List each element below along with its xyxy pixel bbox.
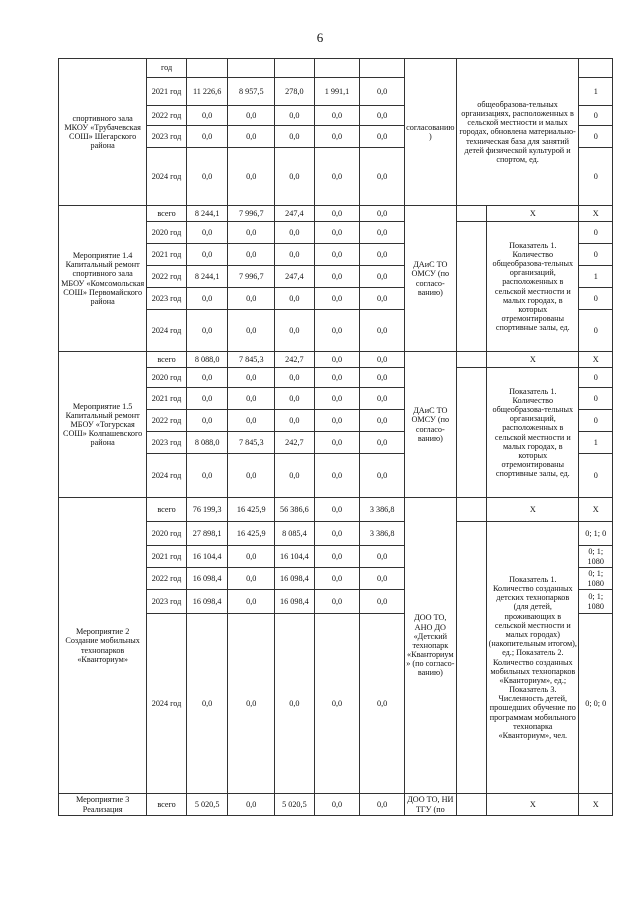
- amount-extrabudget: 0,0: [360, 432, 405, 454]
- amount-regional: 16 098,4: [275, 568, 315, 590]
- amount-extrabudget: 0,0: [360, 206, 405, 222]
- amount-local: 0,0: [314, 568, 360, 590]
- indicator-value: X: [579, 498, 613, 522]
- indicator-total: X: [487, 352, 579, 368]
- indicator-value: 1: [579, 78, 613, 106]
- indicator-value: 0; 1; 0: [579, 522, 613, 546]
- amount-regional: 0,0: [275, 454, 315, 498]
- amount-total: 0,0: [186, 310, 228, 352]
- amount-federal: [228, 59, 275, 78]
- year-cell: 2022 год: [147, 106, 187, 126]
- amount-federal: 16 425,9: [228, 522, 275, 546]
- table-row: [59, 498, 613, 522]
- year-cell: год: [147, 59, 187, 78]
- amount-federal: 0,0: [228, 410, 275, 432]
- amount-regional: 0,0: [275, 106, 315, 126]
- executor: ДАиС ТО ОМСУ (по согласо-ванию): [404, 352, 456, 498]
- table-row: [59, 794, 613, 816]
- year-cell: всего: [147, 498, 187, 522]
- amount-extrabudget: 3 386,8: [360, 498, 405, 522]
- amount-federal: 0,0: [228, 614, 275, 794]
- amount-local: 0,0: [314, 106, 360, 126]
- amount-total: 0,0: [186, 410, 228, 432]
- amount-total: 11 226,6: [186, 78, 228, 106]
- year-cell: всего: [147, 352, 187, 368]
- amount-total: 0,0: [186, 368, 228, 388]
- amount-extrabudget: 3 386,8: [360, 522, 405, 546]
- amount-total: 76 199,3: [186, 498, 228, 522]
- amount-regional: 247,4: [275, 266, 315, 288]
- amount-regional: 16 104,4: [275, 546, 315, 568]
- amount-local: 0,0: [314, 148, 360, 206]
- year-cell: 2024 год: [147, 614, 187, 794]
- indicator-value: X: [579, 352, 613, 368]
- amount-total: 27 898,1: [186, 522, 228, 546]
- amount-extrabudget: 0,0: [360, 614, 405, 794]
- amount-extrabudget: 0,0: [360, 546, 405, 568]
- amount-local: 0,0: [314, 222, 360, 244]
- indicator-value: 0: [579, 126, 613, 148]
- year-cell: 2021 год: [147, 244, 187, 266]
- indicator-value: [579, 59, 613, 78]
- activity-name: Мероприятие 3 Реализация: [59, 794, 147, 816]
- amount-total: 0,0: [186, 388, 228, 410]
- year-cell: 2021 год: [147, 78, 187, 106]
- indicator-value: 0; 0; 0: [579, 614, 613, 794]
- indicator: X: [487, 794, 579, 816]
- amount-local: 0,0: [314, 206, 360, 222]
- indicator-value: 0: [579, 244, 613, 266]
- amount-extrabudget: 0,0: [360, 222, 405, 244]
- indicator-value: 0: [579, 410, 613, 432]
- amount-regional: 242,7: [275, 432, 315, 454]
- amount-federal: 0,0: [228, 590, 275, 614]
- indicator-value: 1: [579, 266, 613, 288]
- amount-federal: 0,0: [228, 244, 275, 266]
- amount-federal: 0,0: [228, 222, 275, 244]
- amount-local: 0,0: [314, 368, 360, 388]
- amount-regional: 16 098,4: [275, 590, 315, 614]
- amount-federal: 0,0: [228, 126, 275, 148]
- indicator: Показатель 1. Количество общеобразова-тельных организаций, расположенных в сельской местности и малых городах, в которых отремонтированы спортивные залы, ед.: [487, 368, 579, 498]
- amount-federal: 7 996,7: [228, 266, 275, 288]
- budget-table: [58, 58, 613, 816]
- indicator-spacer: [456, 794, 486, 816]
- amount-federal: 7 845,3: [228, 352, 275, 368]
- year-cell: 2023 год: [147, 432, 187, 454]
- amount-extrabudget: 0,0: [360, 590, 405, 614]
- amount-total: 16 098,4: [186, 568, 228, 590]
- indicator-total: X: [487, 498, 579, 522]
- amount-federal: 7 996,7: [228, 206, 275, 222]
- amount-extrabudget: 0,0: [360, 794, 405, 816]
- amount-regional: 0,0: [275, 310, 315, 352]
- amount-extrabudget: 0,0: [360, 244, 405, 266]
- amount-regional: 56 386,6: [275, 498, 315, 522]
- indicator-value: 0: [579, 368, 613, 388]
- executor: ДОО ТО, НИ ТГУ (по: [404, 794, 456, 816]
- amount-extrabudget: 0,0: [360, 410, 405, 432]
- amount-federal: 0,0: [228, 106, 275, 126]
- amount-total: 0,0: [186, 288, 228, 310]
- year-cell: 2024 год: [147, 310, 187, 352]
- amount-total: 8 244,1: [186, 206, 228, 222]
- amount-local: 0,0: [314, 288, 360, 310]
- executor: согласованию): [404, 59, 456, 206]
- indicator-value: 1: [579, 432, 613, 454]
- amount-regional: 0,0: [275, 222, 315, 244]
- amount-local: 0,0: [314, 352, 360, 368]
- amount-total: 0,0: [186, 126, 228, 148]
- amount-local: 0,0: [314, 126, 360, 148]
- amount-total: 0,0: [186, 614, 228, 794]
- amount-local: 0,0: [314, 310, 360, 352]
- indicator-value: X: [579, 206, 613, 222]
- year-cell: 2023 год: [147, 126, 187, 148]
- amount-regional: 0,0: [275, 126, 315, 148]
- amount-regional: 242,7: [275, 352, 315, 368]
- amount-extrabudget: 0,0: [360, 310, 405, 352]
- amount-local: 0,0: [314, 410, 360, 432]
- indicator-spacer: [456, 368, 486, 498]
- amount-federal: 0,0: [228, 148, 275, 206]
- indicator-value: 0: [579, 310, 613, 352]
- executor: ДАиС ТО ОМСУ (по согласо-ванию): [404, 206, 456, 352]
- amount-total: 16 098,4: [186, 590, 228, 614]
- amount-local: 0,0: [314, 454, 360, 498]
- year-cell: 2020 год: [147, 522, 187, 546]
- amount-total: [186, 59, 228, 78]
- amount-extrabudget: 0,0: [360, 106, 405, 126]
- amount-total: 0,0: [186, 222, 228, 244]
- amount-total: 8 244,1: [186, 266, 228, 288]
- activity-name: Мероприятие 1.4 Капитальный ремонт спортивного зала МБОУ «Комсомольская СОШ» Первомайского района: [59, 206, 147, 352]
- amount-local: 0,0: [314, 244, 360, 266]
- amount-extrabudget: 0,0: [360, 388, 405, 410]
- table-row: [59, 206, 613, 222]
- amount-regional: [275, 59, 315, 78]
- indicator: Показатель 1. Количество общеобразова-тельных организаций, расположенных в сельской местности и малых городах, в которых отремонтированы спортивные залы, ед.: [487, 222, 579, 352]
- amount-local: 1 991,1: [314, 78, 360, 106]
- indicator-value: 0: [579, 454, 613, 498]
- amount-regional: 0,0: [275, 368, 315, 388]
- year-cell: 2020 год: [147, 222, 187, 244]
- amount-regional: 0,0: [275, 410, 315, 432]
- amount-extrabudget: 0,0: [360, 266, 405, 288]
- amount-federal: 8 957,5: [228, 78, 275, 106]
- amount-federal: 0,0: [228, 568, 275, 590]
- amount-federal: 0,0: [228, 546, 275, 568]
- amount-regional: 8 085,4: [275, 522, 315, 546]
- indicator-spacer: [456, 498, 486, 522]
- amount-federal: 7 845,3: [228, 432, 275, 454]
- amount-extrabudget: 0,0: [360, 126, 405, 148]
- amount-local: 0,0: [314, 546, 360, 568]
- year-cell: 2021 год: [147, 388, 187, 410]
- year-cell: всего: [147, 794, 187, 816]
- amount-federal: 0,0: [228, 454, 275, 498]
- amount-federal: 0,0: [228, 388, 275, 410]
- year-cell: 2024 год: [147, 148, 187, 206]
- amount-extrabudget: 0,0: [360, 148, 405, 206]
- amount-extrabudget: 0,0: [360, 454, 405, 498]
- amount-federal: 0,0: [228, 794, 275, 816]
- amount-local: 0,0: [314, 388, 360, 410]
- indicator-spacer: [456, 206, 486, 222]
- amount-regional: 0,0: [275, 244, 315, 266]
- amount-federal: 0,0: [228, 310, 275, 352]
- executor: ДОО ТО, АНО ДО «Детский технопарк «Кванториум» (по согласо-ванию): [404, 498, 456, 794]
- indicator-value: 0: [579, 148, 613, 206]
- indicator: общеобразова-тельных организациях, расположенных в сельской местности и малых городах, обновлена материально-техническая база для занятий детей физической культурой и спортом, ед.: [456, 59, 579, 206]
- amount-local: 0,0: [314, 794, 360, 816]
- amount-extrabudget: 0,0: [360, 568, 405, 590]
- amount-regional: 0,0: [275, 614, 315, 794]
- year-cell: 2022 год: [147, 410, 187, 432]
- amount-local: 0,0: [314, 522, 360, 546]
- year-cell: 2023 год: [147, 590, 187, 614]
- amount-regional: 0,0: [275, 288, 315, 310]
- indicator-value: 0: [579, 388, 613, 410]
- page-number: 6: [316, 30, 324, 45]
- amount-regional: 0,0: [275, 388, 315, 410]
- year-cell: 2024 год: [147, 454, 187, 498]
- indicator-total: X: [487, 206, 579, 222]
- year-cell: 2022 год: [147, 568, 187, 590]
- amount-extrabudget: 0,0: [360, 352, 405, 368]
- indicator-value: 0; 1; 1080: [579, 546, 613, 568]
- indicator-spacer: [456, 352, 486, 368]
- amount-regional: 278,0: [275, 78, 315, 106]
- amount-local: 0,0: [314, 498, 360, 522]
- indicator-value: 0; 1; 1080: [579, 568, 613, 590]
- amount-local: 0,0: [314, 614, 360, 794]
- amount-total: 16 104,4: [186, 546, 228, 568]
- activity-name: Мероприятие 1.5 Капитальный ремонт МБОУ «Тогурская СОШ» Колпашевского района: [59, 352, 147, 498]
- amount-total: 0,0: [186, 106, 228, 126]
- year-cell: всего: [147, 206, 187, 222]
- amount-extrabudget: 0,0: [360, 368, 405, 388]
- indicator-value: X: [579, 794, 613, 816]
- amount-regional: 247,4: [275, 206, 315, 222]
- amount-total: 8 088,0: [186, 432, 228, 454]
- indicator-spacer: [456, 222, 486, 352]
- table-row: [59, 59, 613, 78]
- indicator: Показатель 1. Количество созданных детских технопарков (для детей, проживающих в сельской местности и малых городах) (накопительным итогом), ед.; Показатель 2. Количество созданных мобильных технопарков «Кванториум», ед.; Показатель 3. Численность детей, прошедших обучение по программам мобильного технопарка «Кванториум», чел.: [487, 522, 579, 794]
- amount-total: 0,0: [186, 244, 228, 266]
- indicator-value: 0: [579, 106, 613, 126]
- amount-local: 0,0: [314, 432, 360, 454]
- year-cell: 2023 год: [147, 288, 187, 310]
- amount-regional: 0,0: [275, 148, 315, 206]
- amount-local: 0,0: [314, 266, 360, 288]
- activity-name: спортивного зала МКОУ «Трубачевская СОШ» Шегарского района: [59, 59, 147, 206]
- amount-federal: 16 425,9: [228, 498, 275, 522]
- amount-extrabudget: [360, 59, 405, 78]
- activity-name: Мероприятие 2 Создание мобильных технопарков «Кванториум»: [59, 498, 147, 794]
- year-cell: 2022 год: [147, 266, 187, 288]
- amount-extrabudget: 0,0: [360, 78, 405, 106]
- year-cell: 2021 год: [147, 546, 187, 568]
- amount-local: [314, 59, 360, 78]
- amount-local: 0,0: [314, 590, 360, 614]
- amount-total: 5 020,5: [186, 794, 228, 816]
- amount-regional: 5 020,5: [275, 794, 315, 816]
- indicator-value: 0; 1; 1080: [579, 590, 613, 614]
- indicator-value: 0: [579, 288, 613, 310]
- amount-federal: 0,0: [228, 368, 275, 388]
- amount-extrabudget: 0,0: [360, 288, 405, 310]
- year-cell: 2020 год: [147, 368, 187, 388]
- table-row: [59, 352, 613, 368]
- amount-federal: 0,0: [228, 288, 275, 310]
- indicator-spacer: [456, 522, 486, 794]
- amount-total: 8 088,0: [186, 352, 228, 368]
- amount-total: 0,0: [186, 454, 228, 498]
- amount-total: 0,0: [186, 148, 228, 206]
- indicator-value: 0: [579, 222, 613, 244]
